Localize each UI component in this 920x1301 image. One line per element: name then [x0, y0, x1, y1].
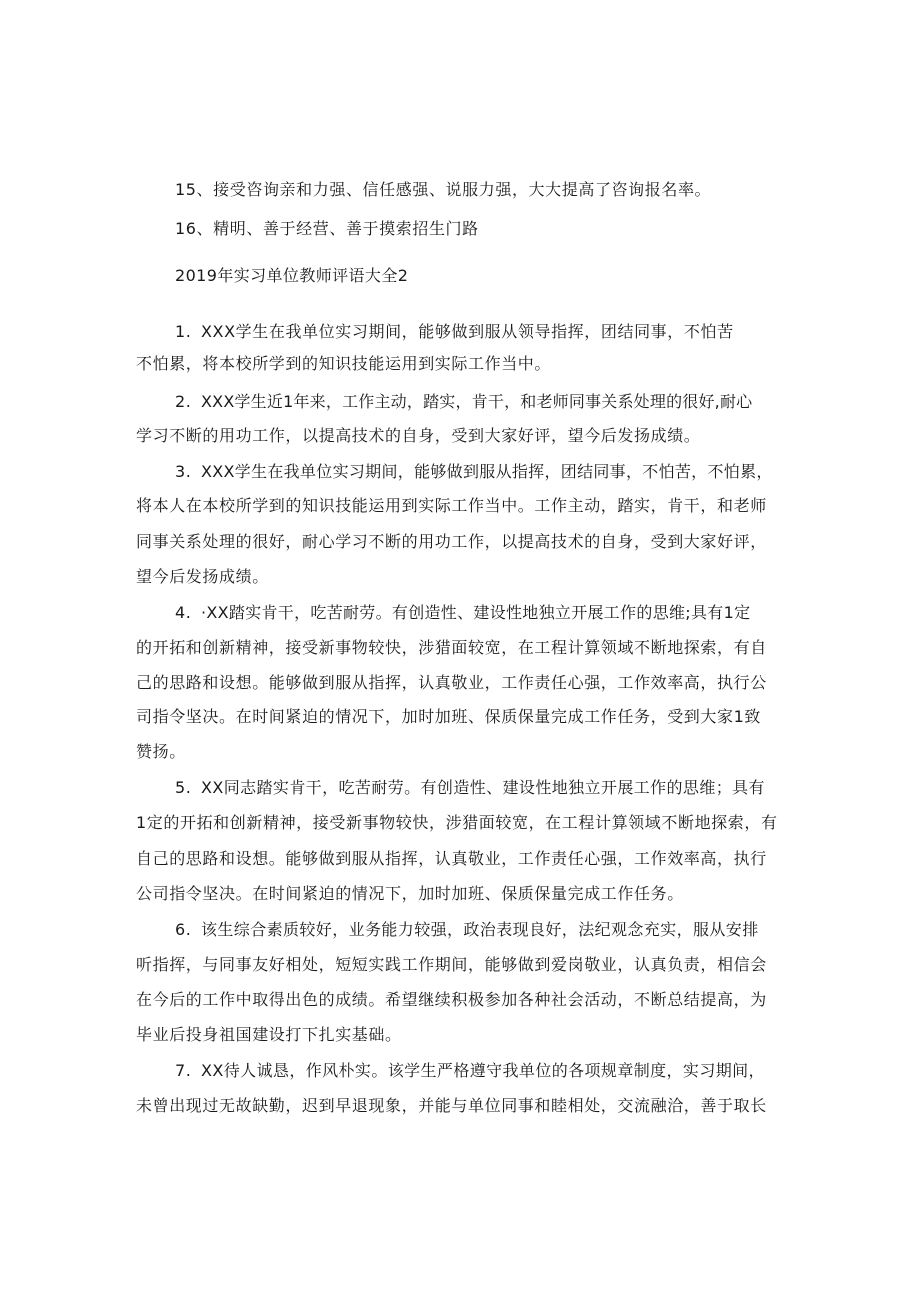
entry-line: 毕业后投身祖国建设打下扎实基础。	[136, 1025, 402, 1044]
entry-line: 未曾出现过无故缺勤，迟到早退现象，并能与单位同事和睦相处，交流融洽，善于取长	[136, 1096, 767, 1115]
entry-line: ·XX踏实肯干，吃苦耐劳。有创造性、建设性地独立开展工作的思维;具有1定	[201, 603, 751, 622]
list-item-15: 15、接受咨询亲和力强、信任感强、说服力强，大大提高了咨询报名率。	[175, 180, 712, 199]
entry-line: 学习不断的用功工作，以提高技术的自身，受到大家好评，望今后发扬成绩。	[136, 426, 701, 445]
entry-label: 4.	[175, 603, 192, 622]
list-item-16: 16、精明、善于经营、善于摸索招生门路	[175, 219, 479, 238]
entry-label: 1.	[175, 322, 192, 341]
entry-line: 望今后发扬成绩。	[136, 567, 269, 586]
entry-line: 听指挥，与同事友好相处，短短实践工作期间，能够做到爱岗敬业，认真负责，相信会	[136, 955, 767, 974]
entry-line: 不怕累，将本校所学到的知识技能运用到实际工作当中。	[136, 354, 552, 373]
entry-line: XX待人诚恳，作风朴实。该学生严格遵守我单位的各项规章制度，实习期间，	[201, 1061, 765, 1080]
entry-line: XX同志踏实肯干，吃苦耐劳。有创造性、建设性地独立开展工作的思维；具有	[201, 778, 765, 797]
entry-line: 1定的开拓和创新精神，接受新事物较快，涉猎面较宽，在工程计算领域不断地探索，有	[136, 813, 778, 832]
entry-line: 在今后的工作中取得出色的成绩。希望继续积极参加各种社会活动，不断总结提高，为	[136, 990, 767, 1009]
entry-line: 己的思路和设想。能够做到服从指挥，认真敬业，工作责任心强，工作效率高，执行公	[136, 673, 767, 692]
entry-line: XXX学生在我单位实习期间，能够做到服从指挥，团结同事，不怕苦，不怕累，	[201, 462, 773, 481]
entry-line: XXX学生在我单位实习期间，能够做到服从领导指挥，团结同事，不怕苦	[201, 322, 734, 341]
entry-line: 同事关系处理的很好，耐心学习不断的用功工作，以提高技术的自身，受到大家好评，	[136, 532, 767, 551]
entry-label: 2.	[175, 392, 192, 411]
entry-label: 5.	[175, 778, 192, 797]
entry-line: 赞扬。	[136, 742, 186, 761]
entry-label: 6.	[175, 920, 192, 939]
entry-line: 司指令坚决。在时间紧迫的情况下，加时加班、保质保量完成工作任务，受到大家1致	[136, 707, 761, 726]
entry-line: 自己的思路和设想。能够做到服从指挥，认真敬业，工作责任心强，工作效率高，执行	[136, 849, 767, 868]
entry-line: 该生综合素质较好，业务能力较强，政治表现良好，法纪观念充实，服从安排	[201, 920, 759, 939]
section-title: 2019年实习单位教师评语大全2	[175, 266, 409, 285]
entry-line: 公司指令坚决。在时间紧迫的情况下，加时加班、保质保量完成工作任务。	[136, 884, 684, 903]
entry-line: 将本人在本校所学到的知识技能运用到实际工作当中。工作主动，踏实，肯干，和老师	[136, 496, 767, 515]
entry-line: XXX学生近1年来，工作主动，踏实，肯干，和老师同事关系处理的很好,耐心	[201, 392, 753, 411]
entry-label: 3.	[175, 462, 192, 481]
entry-label: 7.	[175, 1061, 192, 1080]
entry-line: 的开拓和创新精神，接受新事物较快，涉猎面较宽，在工程计算领域不断地探索，有自	[136, 638, 767, 657]
